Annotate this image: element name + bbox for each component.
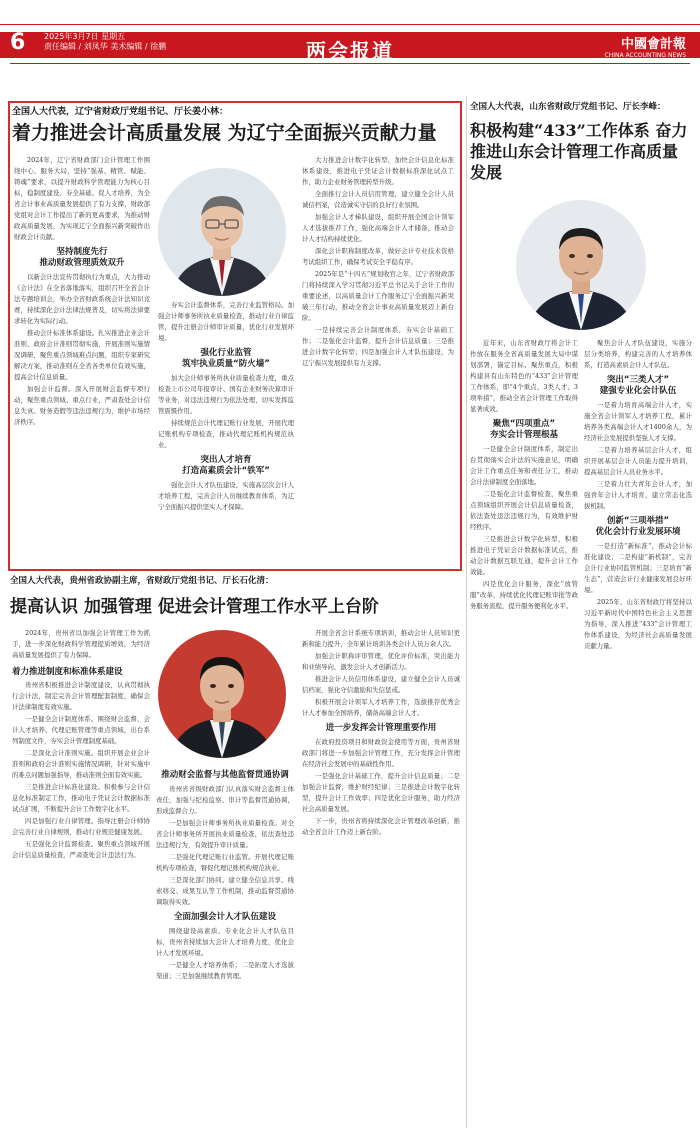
article-subhead: 着力推进制度和标准体系建设	[12, 667, 123, 677]
masthead	[0, 0, 700, 68]
portrait-photo	[516, 200, 646, 330]
article-paragraph: 积极开展会计领军人才培养工作，选拔推荐优秀会计人才参加全国培养，储备高端会计人才。	[302, 698, 460, 717]
article-paragraph: 聚焦会计人才队伍建设，实施分层分类培养，构建完善的人才培养体系，打造高素质会计人才队伍。	[584, 339, 692, 369]
article-liaoning	[12, 104, 460, 145]
article-subhead: 坚持制度先行 推动财政管理质效双升	[39, 247, 125, 268]
article-column	[470, 338, 578, 1128]
article-paragraph: 大力推进会计数字化转型，加快会计信息化标准体系建设，推进电子凭证会计数据标准深化试点工作，助力企业财务管理转型升级。	[302, 156, 454, 186]
column-divider	[466, 96, 467, 1128]
article-paragraph: 四是优化会计服务，深化“放管服”改革，持续优化代理记账审批等政务服务流程，提升服务便利化水平。	[470, 580, 578, 610]
article-guizhou	[10, 574, 462, 618]
article-subhead: 创新“三项举措” 优化会计行业发展环境	[595, 516, 681, 537]
article-paragraph: 2025年，山东省财政厅将坚持以习近平新时代中国特色社会主义思想为指导，深入推进“433”会计管理工作体系建设，为经济社会高质量发展贡献力量。	[584, 598, 692, 650]
portrait-man-glasses-icon	[158, 168, 286, 296]
article-subhead: 强化行业监管 筑牢执业质量“防火墙”	[182, 348, 270, 369]
article-subhead: 突出人才培育 打造高素质会计“铁军”	[182, 455, 270, 476]
article-column	[158, 300, 294, 565]
section-title: 两会报道	[306, 39, 394, 63]
article-column	[302, 155, 454, 565]
date-line-2: 责任编辑 / 刘凤华 美术编辑 / 徐鹏	[44, 42, 167, 51]
article-paragraph: 三是深化部门协同。建立健全信息共享、线索移交、成果互认等工作机制，推动监督贯通协调取得实效。	[156, 876, 294, 906]
article-paragraph: 五是强化会计监督检查。聚焦重点领域开展会计信息质量检查，严肃查处会计违法行为。	[12, 840, 150, 859]
article-paragraph: 一是健全会计制度体系，制定出台贯彻落实会计法的实施意见，明确会计工作重点任务和责任分工，推动会计法律制度全面落地。	[470, 445, 578, 486]
article-headline: 着力推进会计高质量发展 为辽宁全面振兴贡献力量	[12, 122, 437, 144]
article-paragraph: 一是强化会计基础工作，提升会计信息质量；二是加强会计监督，维护财经纪律；三是推进会计数字化转型，提升会计工作效率；四是优化会计服务，助力经济社会高质量发展。	[302, 772, 460, 813]
article-paragraph: 二是强化代理记账行业监管。开展代理记账机构专项检查，督促代理记账机构规范执业。	[156, 853, 294, 872]
article-paragraph: 一是健全人才培养体系；二是拓宽人才选拔渠道；三是加强继续教育管理。	[156, 961, 294, 980]
article-paragraph: 一是加强会计师事务所执业质量检查。对全省会计师事务所开展执业质量检查，依法查处违法违规行为，有效提升审计质量。	[156, 819, 294, 849]
article-paragraph: 一是打造“新标准”，推动会计标准化建设；二是构建“新机制”，完善会计行业协同监管机制；三是培育“新生态”，营造会计行业健康发展良好环境。	[584, 542, 692, 594]
article-paragraph: 加强会计职称评审管理，优化评价标准，突出能力和业绩导向，激发会计人才创新活力。	[302, 652, 460, 671]
article-headline: 提高认识 加强管理 促进会计管理工作水平上台阶	[10, 597, 379, 617]
portrait-photo	[158, 630, 286, 758]
article-byline: 全国人大代表，辽宁省财政厅党组书记、厅长姜小林：	[12, 107, 229, 117]
portrait-man-suit-icon	[516, 200, 646, 330]
article-paragraph: 深化会计职称制度改革，做好会计专业技术资格考试组织工作，确保考试安全平稳有序。	[302, 247, 454, 266]
article-paragraph: 加大会计师事务所执业质量检查力度，重点检查上市公司年报审计、国有企业财务决算审计等业务，对违法违规行为依法处理，切实发挥监管震慑作用。	[158, 374, 294, 415]
article-paragraph: 下一步，贵州省将持续深化会计管理改革创新，推动全省会计工作迈上新台阶。	[302, 817, 460, 836]
article-subhead: 聚焦“四项重点” 夯实会计管理根基	[489, 419, 558, 440]
article-paragraph: 四是加强行业自律管理。指导注册会计师协会完善行业自律规则，推动行业规范健康发展。	[12, 817, 150, 836]
article-paragraph: 三是着力壮大青年会计人才，加强青年会计人才培育，建立常态化选拔机制。	[584, 480, 692, 510]
article-column	[584, 338, 692, 1128]
article-paragraph: 2024年，辽宁省财政部门会计管理工作围绕中心、服务大局，坚持“强基、精管、赋能、铸魂”要求，以提升财政科学管理能力为核心目标，稳制度建设、夯全基础、促人才培养，为全省会计事业高质量发展提供了有力支撑，财政部党组对会计工作提出了新的更高要求，为推动财政高质量发展，为实现辽宁全面振兴新突破作出财政会计贡献。	[14, 156, 150, 241]
article-paragraph: 近年来，山东省财政厅将会计工作放在服务全省高质量发展大局中谋划部署，锚定目标、聚焦重点，积极构建具有山东特色的“433”会计管理工作体系，即“4个重点、3类人才、3项举措”，推动全省会计管理工作取得显著成效。	[470, 339, 578, 413]
article-paragraph: 加强会计监督。深入开展财会监督专项行动，聚焦重点领域、重点行业，严肃查处会计信息失真、财务造假等违法违规行为，维护市场经济秩序。	[14, 385, 150, 426]
article-column	[12, 628, 150, 1128]
portrait-man-dark-suit-icon	[158, 630, 286, 758]
article-paragraph: 贵州省积极推进会计制度建设，认真贯彻执行会计法，制定完善会计管理配套制度，确保会计法律制度有效实施。	[12, 681, 150, 711]
brand-logo	[605, 33, 686, 59]
brand-name: 中國會計報	[620, 37, 686, 52]
brand-name-en: CHINA ACCOUNTING NEWS	[604, 52, 686, 59]
article-column	[14, 155, 150, 565]
article-paragraph: 二是深化会计准则实施。组织开展企业会计准则和政府会计准则实施情况调研，针对实施中的难点问题加强指导，推动准则全面有效实施。	[12, 749, 150, 779]
article-paragraph: 推进会计人员信用体系建设，建立健全会计人员诚信档案，强化守信激励和失信惩戒。	[302, 675, 460, 694]
article-paragraph: 一是持续完善会计制度体系，夯实会计基础工作；二是强化会计监督，提升会计信息质量；三是推进会计数字化转型；四是加强会计人才队伍建设，为辽宁振兴发展提供有力支撑。	[302, 326, 454, 367]
page-number: 6	[10, 30, 26, 55]
article-paragraph: 二是强化会计监督检查，聚焦重点领域组织开展会计信息质量检查，依法查处违法违规行为，有效维护财经秩序。	[470, 490, 578, 531]
article-paragraph: 开展全省会计系统专项培训，推动会计人员知识更新和能力提升，全年累计培训各类会计人员万余人次。	[302, 629, 460, 648]
article-shandong	[470, 100, 692, 183]
date-line-1: 2025年3月7日 星期五	[44, 32, 126, 41]
article-paragraph: 三是推进会计标准化建设。积极参与会计信息化标准制定工作，推动电子凭证会计数据标准试点扩围，不断提升会计工作数字化水平。	[12, 783, 150, 813]
article-paragraph: 夯实会计监督体系，完善行业监管格局。加强会计师事务所执业质量检查，推动行业自律监管，提升注册会计师审计质量，优化行业发展环境。	[158, 301, 294, 342]
article-subhead: 进一步发挥会计管理重要作用	[325, 723, 437, 733]
article-paragraph: 一是着力培育高端会计人才，实施全省会计领军人才培养工程，累计培养各类高端会计人才1400余人，为经济社会发展提供坚强人才支撑。	[584, 401, 692, 442]
article-paragraph: 全面推行会计人员信用管理，建立健全会计人员诚信档案，营造诚实守信的良好行业氛围。	[302, 190, 454, 209]
article-paragraph: 在政府投资项目和财政资金使用等方面，贵州省财政部门将进一步加强会计管理工作，充分发挥会计管理在经济社会发展中的基础性作用。	[302, 738, 460, 768]
top-rule	[0, 24, 700, 25]
article-paragraph: 强化会计人才队伍建设，实施高层次会计人才培养工程，完善会计人员继续教育体系，为辽宁全面振兴提供坚实人才保障。	[158, 481, 294, 511]
article-column	[302, 628, 460, 1128]
article-byline: 全国人大代表，山东省财政厅党组书记、厅长李峰：	[470, 102, 666, 112]
article-paragraph: 三是推进会计数字化转型，积极推进电子凭证会计数据标准试点，推动会计数据互联互通，提升会计工作效能。	[470, 535, 578, 576]
article-subhead: 推动财会监督与其他监督贯通协调	[161, 770, 289, 780]
article-paragraph: 二是着力培养基层会计人才，组织开展基层会计人员能力提升培训，提高基层会计人员业务水平。	[584, 446, 692, 476]
article-paragraph: 2024年，贵州省以加强会计管理工作为抓手，进一步深化财政科学管理提质增效，为经济高质量发展提供了有力保障。	[12, 629, 150, 659]
article-paragraph: 2025年是“十四五”规划收官之年，辽宁省财政部门将持续深入学习贯彻习近平总书记关于会计工作的重要论述，以高质量会计工作服务辽宁全面振兴新突破三年行动，推动全省会计事业高质量发展迈上新台阶。	[302, 270, 454, 322]
article-paragraph: 加强会计人才梯队建设，组织开展全国会计领军人才选拔推荐工作，强化高端会计人才储备，推动会计人才结构持续优化。	[302, 213, 454, 243]
article-column	[156, 766, 294, 1128]
portrait-photo	[158, 168, 286, 296]
article-paragraph: 围绕建设高素质、专业化会计人才队伍目标，贵州省持续加大会计人才培养力度，优化会计人才发展环境。	[156, 927, 294, 957]
article-paragraph: 持续规范会计代理记账行业发展，开展代理记账机构专项检查，推动代理记账机构规范执业。	[158, 419, 294, 449]
article-subhead: 突出“三类人才” 建强专业化会计队伍	[599, 375, 677, 396]
masthead-rule	[10, 63, 690, 64]
article-paragraph: 推动会计标准体系建设。扎实推进企业会计准则、政府会计准则贯彻实施，开展准则实施情况调研，聚焦重点领域难点问题，组织专家研究解决方案，推动准则在全省各类单位有效实施，提高会计信息质量。	[14, 329, 150, 381]
article-headline: 积极构建“433”工作体系 奋力推进山东会计管理工作高质量发展	[470, 121, 688, 182]
article-paragraph: 贵州省省级财政部门认真落实财会监督主体责任，加强与纪检监察、审计等监督贯通协调，形成监督合力。	[156, 785, 294, 815]
article-subhead: 全面加强会计人才队伍建设	[173, 912, 276, 922]
article-paragraph: 一是健全会计制度体系。围绕财会监督、会计人才培养、代理记账管理等重点领域，出台系列制度文件，夯实会计管理制度基础。	[12, 715, 150, 745]
article-paragraph: 以新会计法宣传贯彻执行为重点，大力推动《会计法》在全省落地落实，组织召开全省会计法专题培训会，举办全省财政系统会计法知识竞赛，持续深化会计法律法规普及，切实将法律要求转化为实际行动。	[14, 273, 150, 325]
article-byline: 全国人大代表，贵州省政协副主席，省财政厅党组书记、厅长石化清：	[10, 576, 274, 586]
